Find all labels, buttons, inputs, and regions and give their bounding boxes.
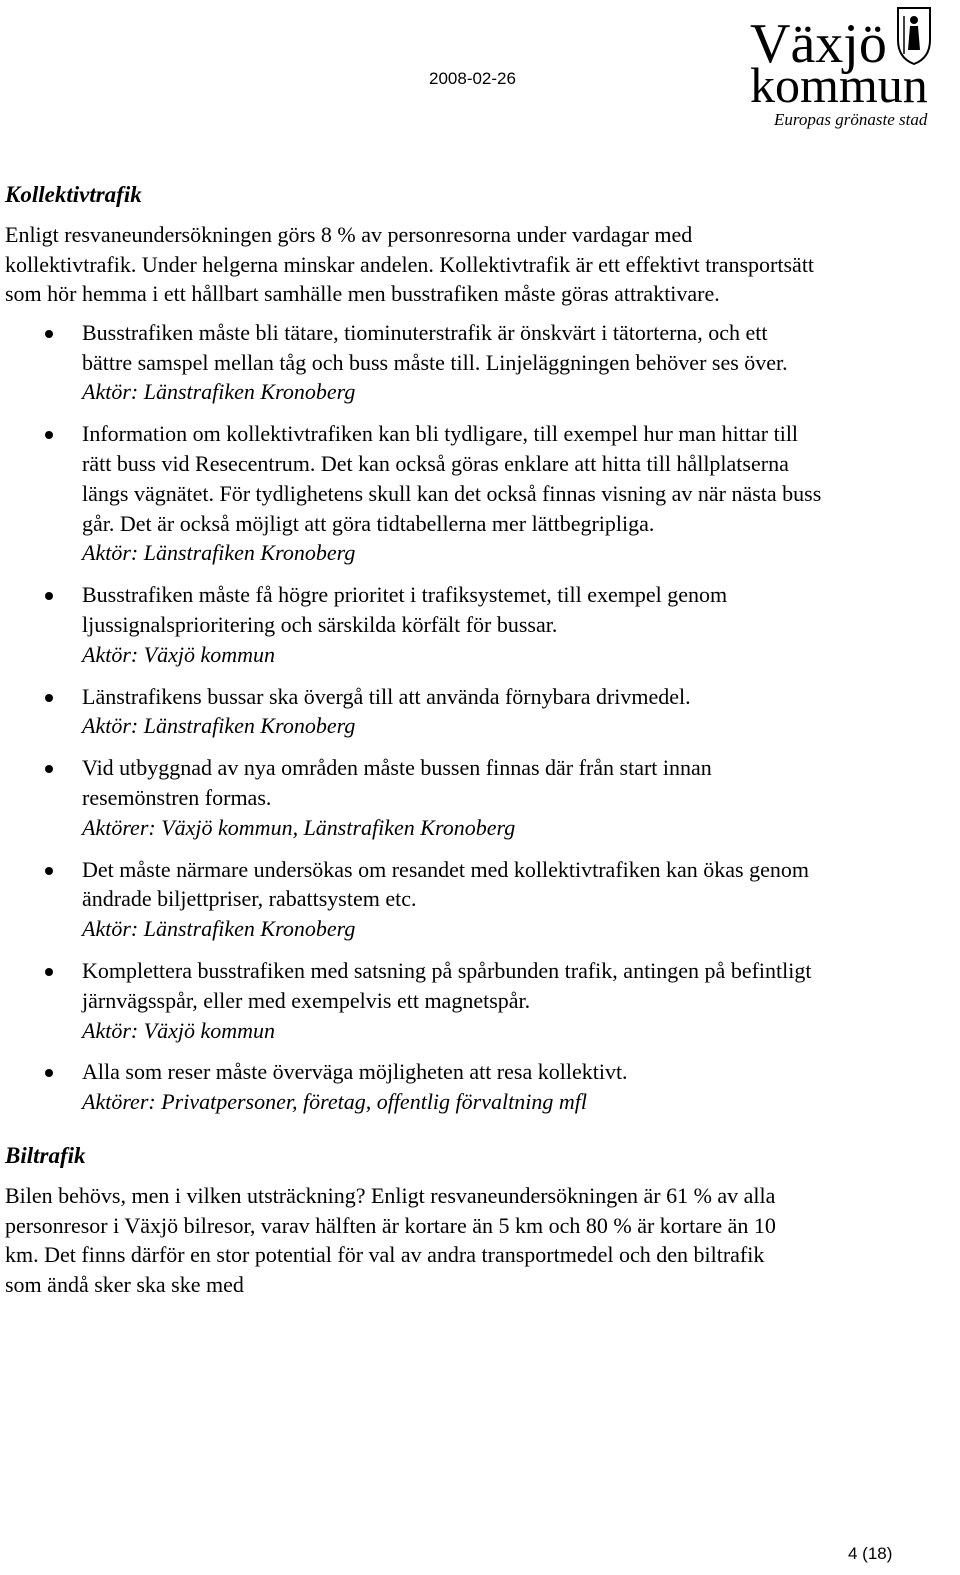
kollektivtrafik-intro: Enligt resvaneundersökningen görs 8 % av personresorna under vardagar med kollektivtrafik. Under helgerna minskar andelen. Kollektivtrafik är ett effektivt transportsätt som hör hemma i ett hållbart samhälle men busstrafiken måste göras attraktivare.: [5, 222, 815, 307]
measure-text: Länstrafikens bussar ska övergå till att använda förnybara drivmedel.: [82, 683, 691, 709]
measure-actor: Aktörer: Privatpersoner, företag, offentlig förvaltning mfl: [82, 1089, 587, 1115]
bullet-icon: [45, 592, 53, 600]
biltrafik-section: [5, 1139, 945, 1299]
bullet-icon: [45, 694, 53, 702]
kollektivtrafik-heading: Kollektivtrafik: [5, 182, 142, 207]
measure-actor: Aktörer: Växjö kommun, Länstrafiken Kronoberg: [82, 814, 516, 840]
measure-text: Det måste närmare undersökas om resandet med kollektivtrafiken kan ökas genom ändrade biljettpriser, rabattsystem etc.: [82, 856, 809, 912]
measure-actor: Aktör: Länstrafiken Kronoberg: [82, 713, 356, 739]
measure-actor: Aktör: Länstrafiken Kronoberg: [82, 540, 356, 566]
measure-text: Komplettera busstrafiken med satsning på spårbunden trafik, antingen på befintligt järnvägsspår, eller med exempelvis ett magnetspår.: [82, 957, 812, 1013]
bullet-icon: [45, 867, 53, 875]
coat-of-arms-icon: [898, 8, 930, 64]
bullet-icon: [45, 765, 53, 773]
page-number: 4 (18): [848, 1544, 893, 1563]
bullet-icon: [45, 431, 53, 439]
measure-actor: Aktör: Länstrafiken Kronoberg: [82, 916, 356, 942]
measure-actor: Aktör: Länstrafiken Kronoberg: [82, 379, 356, 405]
vaxjo-kommun-logo: [748, 4, 958, 130]
measure-text: Vid utbyggnad av nya områden måste bussen finnas där från start innan resemönstren formas.: [82, 755, 712, 810]
logo-line1: Växjö: [750, 13, 887, 75]
list-item: [5, 855, 822, 944]
kollektivtrafik-measures-list: [5, 318, 945, 1117]
list-item: [5, 318, 822, 407]
page-content: [5, 178, 945, 1299]
bullet-icon: [45, 330, 53, 338]
measure-actor: Aktör: Växjö kommun: [82, 641, 276, 667]
document-date: 2008-02-26: [429, 69, 516, 88]
measure-actor: Aktör: Växjö kommun: [82, 1017, 276, 1043]
biltrafik-intro: Bilen behövs, men i vilken utsträckning? Enligt resvaneundersökningen är 61 % av alla personresor i Växjö bilresor, varav hälften är kortare än 5 km och 80 % är kortare än 10 km. Det finns därför en stor potential för val av andra transportmedel och den biltrafik som ändå sker ska ske med: [5, 1182, 776, 1297]
measure-text: Information om kollektivtrafiken kan bli tydligare, till exempel hur man hittar till rätt buss vid Resecentrum. Det kan också göras enklare att hitta till hållplatserna längs vägnätet. För tydlighetens skull kan det också finnas visning av när nästa buss går. Det är också möjligt att göra tidtabellerna mer lättbegripliga.: [82, 421, 822, 536]
biltrafik-heading: Biltrafik: [5, 1142, 86, 1168]
list-item: [5, 419, 822, 568]
list-item: [5, 580, 822, 669]
logo-line2: kommun: [750, 57, 928, 113]
measure-text: Alla som reser måste överväga möjligheten att resa kollektivt.: [82, 1059, 628, 1085]
measure-text: Busstrafiken måste bli tätare, tiominuterstrafik är önskvärt i tätorterna, och ett bättre samspel mellan tåg och buss måste till. Linjeläggningen behöver ses över.: [82, 319, 788, 375]
logo-tagline: Europas grönaste stad: [774, 110, 928, 129]
bullet-icon: [45, 1069, 53, 1077]
list-item: [5, 682, 822, 742]
measure-text: Busstrafiken måste få högre prioritet i trafiksystemet, till exempel genom ljussignalsprioritering och särskilda körfält för bussar.: [82, 582, 728, 637]
list-item: [5, 1057, 822, 1117]
list-item: [5, 753, 822, 842]
list-item: [5, 956, 822, 1045]
bullet-icon: [45, 968, 53, 976]
